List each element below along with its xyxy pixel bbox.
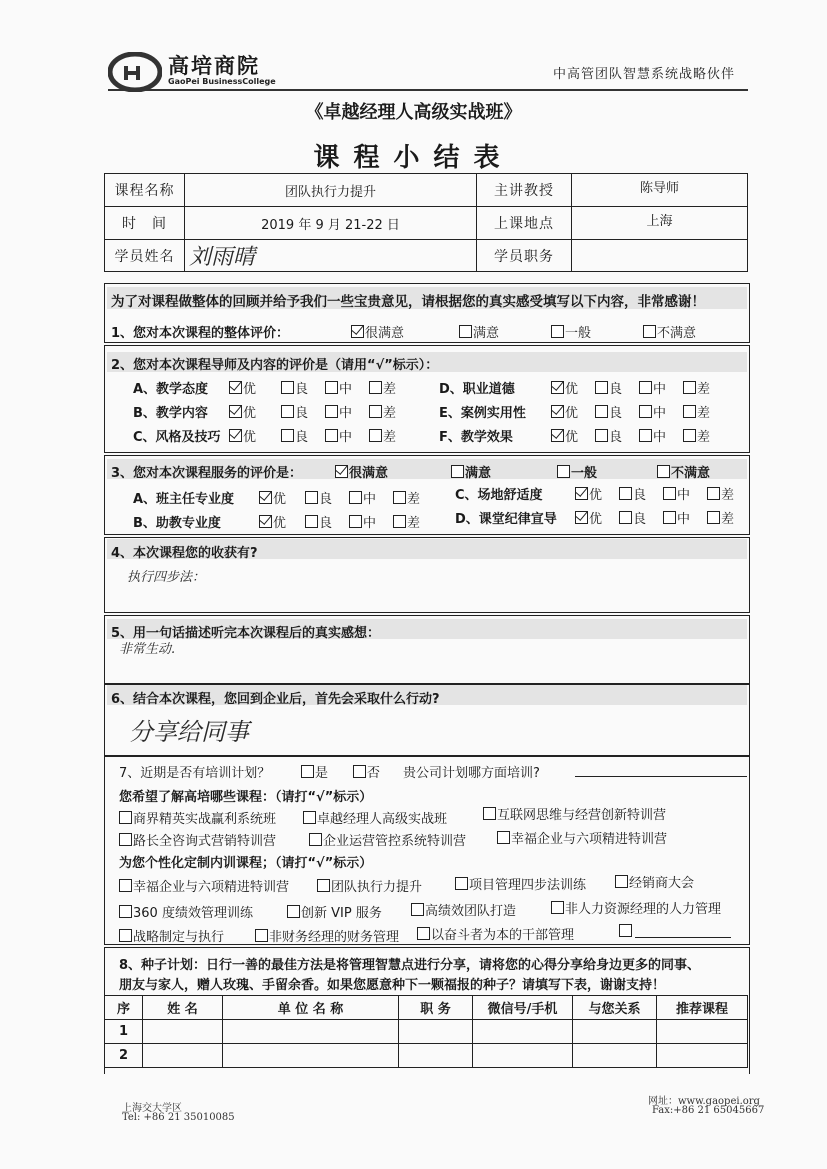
q2-item-level-option[interactable]: 良 [281, 426, 308, 445]
q3-item-level-option[interactable]: 良 [619, 508, 646, 527]
checkbox[interactable] [707, 487, 720, 500]
checkbox[interactable] [305, 491, 318, 504]
q1-option-satisfied[interactable]: 满意 [459, 322, 499, 341]
checkbox[interactable] [615, 875, 628, 888]
checkbox[interactable] [619, 487, 632, 500]
cell[interactable] [143, 1044, 223, 1068]
cell[interactable] [573, 1044, 657, 1068]
cell[interactable] [223, 1044, 399, 1068]
q2-item-level-option[interactable]: 良 [595, 426, 622, 445]
col-header: 职 务 [399, 996, 473, 1020]
checkbox[interactable] [455, 877, 468, 890]
checkbox[interactable] [119, 833, 132, 846]
position-label: 学员职务 [477, 240, 572, 272]
checkbox[interactable] [369, 405, 382, 418]
student-name-label: 学员姓名 [105, 240, 185, 272]
q2-item-level-option[interactable]: 中 [639, 378, 666, 397]
logo-mark [108, 52, 162, 92]
footer-tel: Tel: +86 21 35010085 [122, 1112, 235, 1123]
q2-item-label: F、教学效果 [439, 430, 513, 445]
checkbox[interactable] [497, 831, 510, 844]
q2-item-level-option[interactable]: 优 [229, 378, 256, 397]
section-q7 [104, 755, 750, 945]
row-number: 1 [105, 1020, 143, 1044]
section-q6 [104, 683, 750, 757]
q3-item-level-option[interactable]: 良 [619, 484, 646, 503]
custom-course-option[interactable]: 创新 VIP 服务 [287, 902, 382, 921]
checkbox[interactable] [349, 491, 362, 504]
course-info-table [104, 173, 748, 272]
checkbox-checked[interactable] [259, 491, 272, 504]
location-value[interactable]: 上海 [572, 207, 748, 240]
col-header: 与您关系 [573, 996, 657, 1020]
row-number: 2 [105, 1044, 143, 1068]
form-title: 课程小结表 [313, 143, 514, 173]
checkbox-checked[interactable] [335, 465, 348, 478]
col-header: 序 [105, 996, 143, 1020]
checkbox-checked[interactable] [575, 511, 588, 524]
footer-fax: Fax:+86 21 65045667 [652, 1105, 765, 1116]
custom-course-option[interactable]: 幸福企业与六项精进特训营 [119, 876, 289, 895]
cell[interactable] [399, 1020, 473, 1044]
checkbox[interactable] [393, 515, 406, 528]
checkbox-checked[interactable] [575, 487, 588, 500]
q7-option-no[interactable]: 否 [353, 762, 380, 781]
col-header: 姓 名 [143, 996, 223, 1020]
checkbox[interactable] [657, 465, 670, 478]
custom-course-option[interactable]: 非财务经理的财务管理 [255, 926, 399, 945]
checkbox[interactable] [551, 325, 564, 338]
q2-item-level-option[interactable]: 差 [683, 402, 710, 421]
checkbox-checked[interactable] [551, 381, 564, 394]
checkbox[interactable] [639, 381, 652, 394]
q2-item-level-option[interactable]: 优 [551, 402, 578, 421]
footer-address: 上海交大学区 [122, 1103, 182, 1114]
want-title: 您希望了解高培哪些课程：（请打“√”标示） [119, 790, 373, 805]
checkbox-checked[interactable] [351, 325, 364, 338]
checkbox[interactable] [411, 903, 424, 916]
checkbox[interactable] [683, 405, 696, 418]
student-name-value[interactable] [185, 240, 477, 272]
q3-text: 3、您对本次课程服务的评价是： [111, 466, 303, 481]
q6-answer-handwriting[interactable]: 分享给同事 [129, 718, 249, 746]
checkbox[interactable] [595, 429, 608, 442]
student-name-handwriting: 刘雨晴 [189, 245, 256, 270]
seed-table [104, 995, 748, 1068]
course-name-value[interactable]: 团队执行力提升 [185, 174, 477, 207]
footer-website[interactable]: 网址：www.gaopei.org [648, 1096, 760, 1107]
checkbox[interactable] [663, 511, 676, 524]
q2-item-level-option[interactable]: 优 [229, 402, 256, 421]
q2-text: 2、您对本次课程导师及内容的评价是（请用“√”标示）： [111, 358, 439, 373]
checkbox-checked[interactable] [551, 405, 564, 418]
col-header: 单 位 名 称 [223, 996, 399, 1020]
checkbox[interactable] [459, 325, 472, 338]
want-course-option[interactable]: 卓越经理人高级实战班 [303, 808, 447, 827]
section-q5 [104, 615, 750, 685]
tagline: 中高管团队智慧系统战略伙伴 [553, 67, 736, 82]
checkbox-checked[interactable] [551, 429, 564, 442]
q2-item-label: D、职业道德 [439, 382, 515, 397]
custom-course-option[interactable]: 经销商大会 [615, 872, 694, 891]
checkbox-checked[interactable] [229, 381, 242, 394]
checkbox[interactable] [557, 465, 570, 478]
logo-text: 高培商院 [168, 54, 260, 78]
cell[interactable] [657, 1020, 748, 1044]
seed-table-header [105, 996, 748, 1020]
checkbox[interactable] [417, 927, 430, 940]
custom-course-option[interactable]: 战略制定与执行 [119, 926, 224, 945]
checkbox[interactable] [349, 515, 362, 528]
checkbox[interactable] [325, 381, 338, 394]
section-q3 [104, 455, 750, 535]
want-course-option[interactable]: 幸福企业与六项精进特训营 [497, 828, 667, 847]
table-row [105, 1044, 748, 1068]
checkbox[interactable] [643, 325, 656, 338]
checkbox[interactable] [707, 511, 720, 524]
q5-answer-handwriting[interactable]: 非常生动. [119, 642, 176, 657]
q1-text: 1、您对本次课程的整体评价： [111, 326, 290, 341]
q3-item-level-option[interactable]: 差 [393, 488, 420, 507]
custom-course-option[interactable]: 非人力资源经理的人力管理 [551, 898, 721, 917]
checkbox[interactable] [325, 429, 338, 442]
q2-item-level-option[interactable]: 差 [369, 402, 396, 421]
q2-item-level-option[interactable]: 中 [325, 378, 352, 397]
checkbox-checked[interactable] [229, 405, 242, 418]
q7-which-label: 贵公司计划哪方面培训? [403, 766, 540, 781]
checkbox[interactable] [119, 811, 132, 824]
q2-item-level-option[interactable]: 中 [325, 426, 352, 445]
q2-item-label: C、风格及技巧 [133, 430, 221, 445]
q3-item-level-option[interactable]: 差 [393, 512, 420, 531]
logo-subtitle: GaoPei BusinessCollege [168, 77, 276, 86]
q4-answer-handwriting[interactable]: 执行四步法： [127, 570, 206, 585]
checkbox[interactable] [663, 487, 676, 500]
q8-line1: 8、种子计划：日行一善的最佳方法是将管理智慧点进行分享，请将您的心得分享给身边更多的同事、 [119, 958, 701, 973]
q3-item-label: D、课堂纪律宣导 [455, 512, 557, 527]
q3-option-satisfied[interactable]: 满意 [451, 462, 491, 481]
cell[interactable] [473, 1044, 573, 1068]
col-header: 推荐课程 [657, 996, 748, 1020]
q2-item-level-option[interactable]: 良 [281, 402, 308, 421]
q2-item-level-option[interactable]: 差 [683, 426, 710, 445]
checkbox[interactable] [317, 879, 330, 892]
checkbox[interactable] [325, 405, 338, 418]
custom-course-option[interactable]: 360 度绩效管理训练 [119, 902, 253, 921]
checkbox[interactable] [255, 929, 268, 942]
time-value[interactable]: 2019 年 9 月 21-22 日 [185, 207, 477, 240]
custom-other-field[interactable] [635, 937, 731, 938]
checkbox[interactable] [119, 879, 132, 892]
custom-course-option[interactable]: 以奋斗者为本的干部管理 [417, 924, 574, 943]
checkbox-checked[interactable] [259, 515, 272, 528]
q2-item-level-option[interactable]: 良 [595, 402, 622, 421]
checkbox[interactable] [619, 924, 632, 937]
q3-item-level-option[interactable]: 差 [707, 484, 734, 503]
q2-item-level-option[interactable]: 优 [229, 426, 256, 445]
q8-line2: 朋友与家人，赠人玫瑰、手留余香。如果您愿意种下一颗福报的种子？请填写下表，谢谢支持！ [119, 978, 666, 993]
section-intro-q1 [104, 283, 750, 343]
want-course-option[interactable]: 企业运营管控系统特训营 [309, 830, 466, 849]
want-course-option[interactable]: 商界精英实战赢利系统班 [119, 808, 276, 827]
q2-item-level-option[interactable]: 差 [369, 426, 396, 445]
q3-item-level-option[interactable]: 中 [663, 484, 690, 503]
q3-item-label: B、助教专业度 [133, 516, 221, 531]
instructor-value[interactable]: 陈导师 [572, 174, 748, 207]
cell[interactable] [573, 1020, 657, 1044]
q3-item-level-option[interactable]: 中 [349, 512, 376, 531]
q1-option-unsatisfied[interactable]: 不满意 [643, 322, 696, 341]
q3-item-level-option[interactable]: 良 [305, 488, 332, 507]
q2-item-level-option[interactable]: 中 [325, 402, 352, 421]
q3-item-level-option[interactable]: 中 [663, 508, 690, 527]
q1-option-average[interactable]: 一般 [551, 322, 591, 341]
checkbox[interactable] [683, 381, 696, 394]
q1-option-very-satisfied[interactable]: 很满意 [351, 322, 404, 341]
checkbox[interactable] [305, 515, 318, 528]
q2-item-level-option[interactable]: 优 [551, 426, 578, 445]
instructor-label: 主讲教授 [477, 174, 572, 207]
checkbox[interactable] [369, 381, 382, 394]
checkbox[interactable] [309, 833, 322, 846]
checkbox[interactable] [483, 807, 496, 820]
checkbox[interactable] [353, 765, 366, 778]
q2-item-label: B、教学内容 [133, 406, 208, 421]
q3-option-very-satisfied[interactable]: 很满意 [335, 462, 388, 481]
checkbox[interactable] [119, 905, 132, 918]
checkbox[interactable] [639, 405, 652, 418]
q2-item-level-option[interactable]: 差 [369, 378, 396, 397]
checkbox[interactable] [281, 405, 294, 418]
q2-item-label: A、教学态度 [133, 382, 209, 397]
table-row [105, 1020, 748, 1044]
cell[interactable] [399, 1044, 473, 1068]
checkbox[interactable] [551, 901, 564, 914]
q7-text: 7、近期是否有培训计划？ [119, 766, 271, 781]
checkbox[interactable] [639, 429, 652, 442]
q3-item-level-option[interactable]: 优 [575, 484, 602, 503]
checkbox[interactable] [683, 429, 696, 442]
checkbox[interactable] [281, 429, 294, 442]
checkbox[interactable] [393, 491, 406, 504]
section-q2 [104, 345, 750, 453]
q3-option-average[interactable]: 一般 [557, 462, 597, 481]
location-label: 上课地点 [477, 207, 572, 240]
q6-text: 6、结合本次课程，您回到企业后，首先会采取什么行动? [111, 692, 440, 707]
want-course-option[interactable]: 路长全咨询式营销特训营 [119, 830, 276, 849]
section-q4 [104, 537, 750, 613]
want-course-option[interactable]: 互联网思维与经营创新特训营 [483, 804, 666, 823]
checkbox[interactable] [369, 429, 382, 442]
q7-which-field[interactable] [575, 776, 747, 777]
checkbox[interactable] [287, 905, 300, 918]
custom-other-option[interactable] [619, 924, 633, 940]
checkbox[interactable] [595, 381, 608, 394]
q3-item-level-option[interactable]: 良 [305, 512, 332, 531]
cell[interactable] [143, 1020, 223, 1044]
checkbox[interactable] [281, 381, 294, 394]
q2-item-level-option[interactable]: 中 [639, 426, 666, 445]
col-header: 微信号/手机 [473, 996, 573, 1020]
q3-item-label: C、场地舒适度 [455, 488, 543, 503]
checkbox[interactable] [451, 465, 464, 478]
header-rule [108, 89, 748, 91]
q3-item-level-option[interactable]: 中 [349, 488, 376, 507]
q3-item-level-option[interactable]: 优 [259, 488, 286, 507]
cell[interactable] [473, 1020, 573, 1044]
custom-course-option[interactable]: 高绩效团队打造 [411, 900, 516, 919]
q2-item-level-option[interactable]: 差 [683, 378, 710, 397]
time-label: 时 间 [105, 207, 185, 240]
checkbox-checked[interactable] [229, 429, 242, 442]
course-series-title: 《卓越经理人高级实战班》 [305, 102, 522, 123]
course-name-label: 课程名称 [105, 174, 185, 207]
cell[interactable] [223, 1020, 399, 1044]
checkbox[interactable] [301, 765, 314, 778]
q2-item-level-option[interactable]: 优 [551, 378, 578, 397]
custom-course-option[interactable]: 团队执行力提升 [317, 876, 422, 895]
position-value[interactable] [572, 240, 748, 272]
q3-item-level-option[interactable]: 差 [707, 508, 734, 527]
checkbox[interactable] [595, 405, 608, 418]
q2-item-level-option[interactable]: 良 [595, 378, 622, 397]
q3-item-label: A、班主任专业度 [133, 492, 235, 507]
cell[interactable] [657, 1044, 748, 1068]
q4-text: 4、本次课程您的收获有? [111, 546, 258, 561]
q2-item-label: E、案例实用性 [439, 406, 526, 421]
intro-text: 为了对课程做整体的回顾并给予我们一些宝贵意见，请根据您的真实感受填写以下内容，非常感谢！ [111, 294, 705, 310]
custom-title: 为您个性化定制内训课程；（请打“√”标示） [119, 856, 373, 871]
custom-course-option[interactable]: 项目管理四步法训练 [455, 874, 586, 893]
q3-option-unsatisfied[interactable]: 不满意 [657, 462, 710, 481]
q2-item-level-option[interactable]: 良 [281, 378, 308, 397]
q3-item-level-option[interactable]: 优 [575, 508, 602, 527]
checkbox[interactable] [119, 929, 132, 942]
q2-item-level-option[interactable]: 中 [639, 402, 666, 421]
checkbox[interactable] [619, 511, 632, 524]
q7-option-yes[interactable]: 是 [301, 762, 328, 781]
q3-item-level-option[interactable]: 优 [259, 512, 286, 531]
checkbox[interactable] [303, 811, 316, 824]
q5-text: 5、用一句话描述听完本次课程后的真实感想： [111, 626, 381, 641]
